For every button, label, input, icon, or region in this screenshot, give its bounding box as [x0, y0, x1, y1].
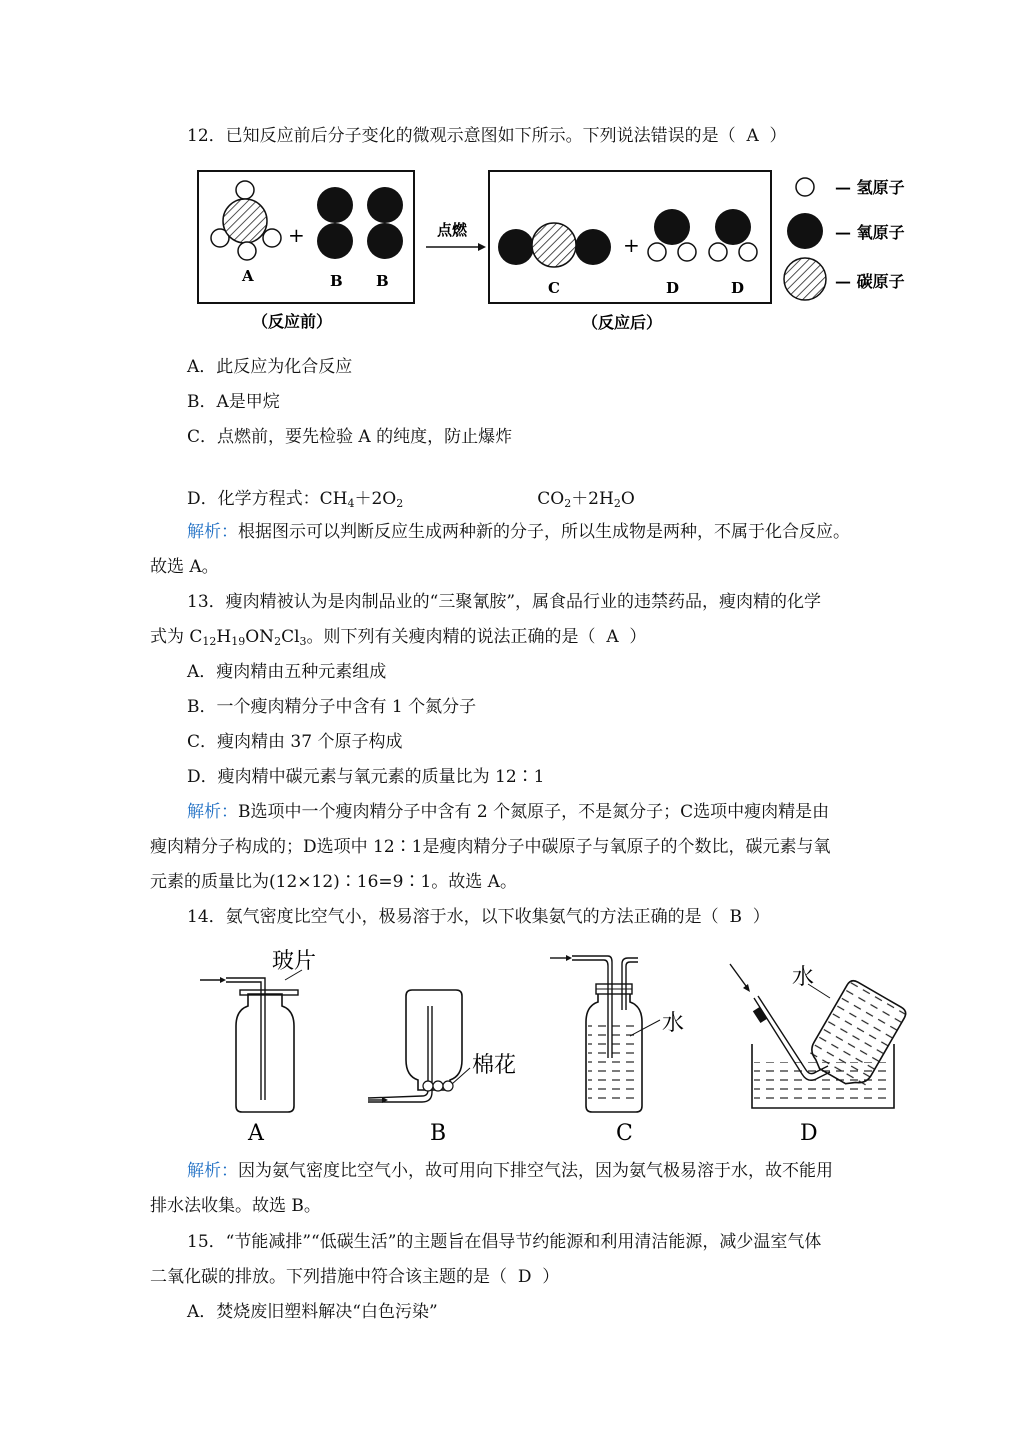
q12-option-a: A．此反应为化合反应: [187, 357, 353, 377]
apparatus-c: [550, 955, 684, 1146]
q12-analysis-1: [187, 521, 850, 543]
q13-stem-2: [150, 626, 646, 648]
q13-answer: A: [606, 627, 619, 647]
eq-sub: 2: [613, 497, 621, 510]
water-molecule-icon: [648, 209, 696, 261]
q12-stem: [187, 125, 787, 147]
q13-option-a: A．瘦肉精由五种元素组成: [187, 662, 387, 682]
q14-stem: [187, 906, 770, 928]
q14-close: ）: [752, 907, 770, 927]
methane-molecule-icon: [211, 181, 281, 260]
formula-on: ON: [245, 627, 275, 647]
legend-hydrogen: — 氢原子: [835, 178, 905, 197]
formula-sub: 3: [299, 635, 307, 648]
analysis-label: 解析：: [187, 1161, 238, 1181]
formula-h: H: [216, 627, 232, 647]
analysis-text: 根据图示可以判断反应生成两种新的分子，所以生成物是两种，不属于化合反应。: [238, 522, 850, 542]
arrow-condition: 点燃: [437, 221, 468, 239]
plus-sign: +: [288, 223, 305, 247]
eq-h: ＋2H: [571, 489, 614, 509]
water-molecule-icon: [709, 209, 757, 261]
q13-option-d: D．瘦肉精中碳元素与氧元素的质量比为 12∶1: [187, 767, 545, 787]
q15-stem-text: 二氧化碳的排放。下列措施中符合该主题的是（: [150, 1267, 507, 1287]
q12-option-d: [187, 488, 635, 510]
q14-analysis-2: 排水法收集。故选 B。: [150, 1196, 321, 1216]
eq-co: CO: [537, 489, 565, 509]
q14-apparatus-figure: [190, 940, 910, 1150]
label-B2: B: [376, 272, 389, 290]
label-C: C: [548, 279, 560, 297]
label-D1: D: [666, 279, 680, 297]
q14-answer: B: [729, 907, 742, 927]
oxygen-molecule-icon: [367, 187, 403, 259]
label-C: C: [616, 1121, 633, 1146]
analysis-label: 解析：: [187, 522, 238, 542]
cotton-label: 棉花: [472, 1053, 517, 1078]
eq-o2: ＋2O: [354, 489, 397, 509]
q13-option-b: B．一个瘦肉精分子中含有 1 个氮分子: [187, 697, 477, 717]
formula-sub: 12: [202, 635, 217, 648]
eq-ch: D．化学方程式：CH: [187, 489, 348, 509]
eq-sub: 2: [396, 497, 404, 510]
after-caption: （反应后）: [582, 313, 663, 332]
cotton-icon: [423, 1081, 453, 1091]
q12-option-b: B．A是甲烷: [187, 392, 280, 412]
label-A: A: [248, 1121, 264, 1146]
eq-o: O: [620, 489, 635, 509]
q14-stem-text: 14．氨气密度比空气小，极易溶于水，以下收集氨气的方法正确的是（: [187, 907, 719, 927]
formula-c: 式为 C: [150, 627, 203, 647]
legend-carbon: — 碳原子: [835, 272, 905, 291]
glass-plate-label: 玻片: [272, 949, 317, 974]
eq-sub: 2: [564, 497, 572, 510]
q13-stem-tail: 。则下列有关瘦肉精的说法正确的是（: [306, 627, 596, 647]
label-D2: D: [731, 279, 745, 297]
analysis-text: B选项中一个瘦肉精分子中含有 2 个氮原子，不是氮分子；C选项中瘦肉精是由: [238, 802, 830, 822]
water-label-c: 水: [662, 1011, 685, 1036]
carbon-dioxide-molecule-icon: [498, 223, 611, 267]
plus-sign: +: [623, 233, 640, 257]
q13-analysis-3: 元素的质量比为(12×12)∶16=9∶1。故选 A。: [150, 872, 517, 892]
q12-close: ）: [769, 126, 787, 146]
analysis-label: 解析：: [187, 802, 238, 822]
q12-option-c: C．点燃前，要先检验 A 的纯度，防止爆炸: [187, 427, 513, 447]
before-caption: （反应前）: [252, 312, 333, 331]
oxygen-atom-icon: [787, 213, 823, 249]
q15-stem-1: 15．“节能减排”“低碳生活”的主题旨在倡导节约能源和利用清洁能源，减少温室气体: [187, 1232, 822, 1252]
q12-stem-text: 12．已知反应前后分子变化的微观示意图如下所示。下列说法错误的是（: [187, 126, 736, 146]
label-D: D: [800, 1121, 818, 1146]
q13-close: ）: [629, 627, 647, 647]
q12-answer: A: [746, 126, 759, 146]
formula-sub: 19: [231, 635, 246, 648]
oxygen-molecule-icon: [317, 187, 353, 259]
carbon-atom-icon: [784, 258, 826, 300]
legend-oxygen: — 氧原子: [835, 223, 905, 242]
label-B1: B: [330, 272, 343, 290]
q13-analysis-2: 瘦肉精分子构成的；D选项中 12∶1是瘦肉精分子中碳原子与氧原子的个数比，碳元素与氧: [150, 837, 831, 857]
label-A: A: [242, 267, 254, 285]
q13-stem-1: 13．瘦肉精被认为是肉制品业的“三聚氰胺”，属食品行业的违禁药品，瘦肉精的化学: [187, 592, 822, 612]
water-label-d: 水: [792, 965, 815, 990]
formula-cl: Cl: [281, 627, 300, 647]
q15-answer: D: [517, 1267, 532, 1287]
apparatus-d: [730, 964, 908, 1146]
hydrogen-atom-icon: [796, 178, 814, 196]
q15-close: ）: [542, 1267, 560, 1287]
label-B: B: [430, 1121, 447, 1146]
q12-reaction-figure: [190, 165, 930, 340]
apparatus-a: [200, 949, 316, 1146]
q15-option-a: A．焚烧废旧塑料解决“白色污染”: [187, 1302, 438, 1322]
q14-analysis-1: [187, 1160, 833, 1182]
apparatus-b: [368, 990, 516, 1146]
q12-analysis-2: 故选 A。: [150, 557, 219, 577]
q15-stem-2: [150, 1266, 559, 1288]
q13-analysis-1: [187, 801, 829, 823]
q13-option-c: C．瘦肉精由 37 个原子构成: [187, 732, 403, 752]
analysis-text: 因为氨气密度比空气小，故可用向下排空气法，因为氨气极易溶于水，故不能用: [238, 1161, 833, 1181]
formula-sub: 2: [274, 635, 282, 648]
eq-sub: 4: [347, 497, 355, 510]
